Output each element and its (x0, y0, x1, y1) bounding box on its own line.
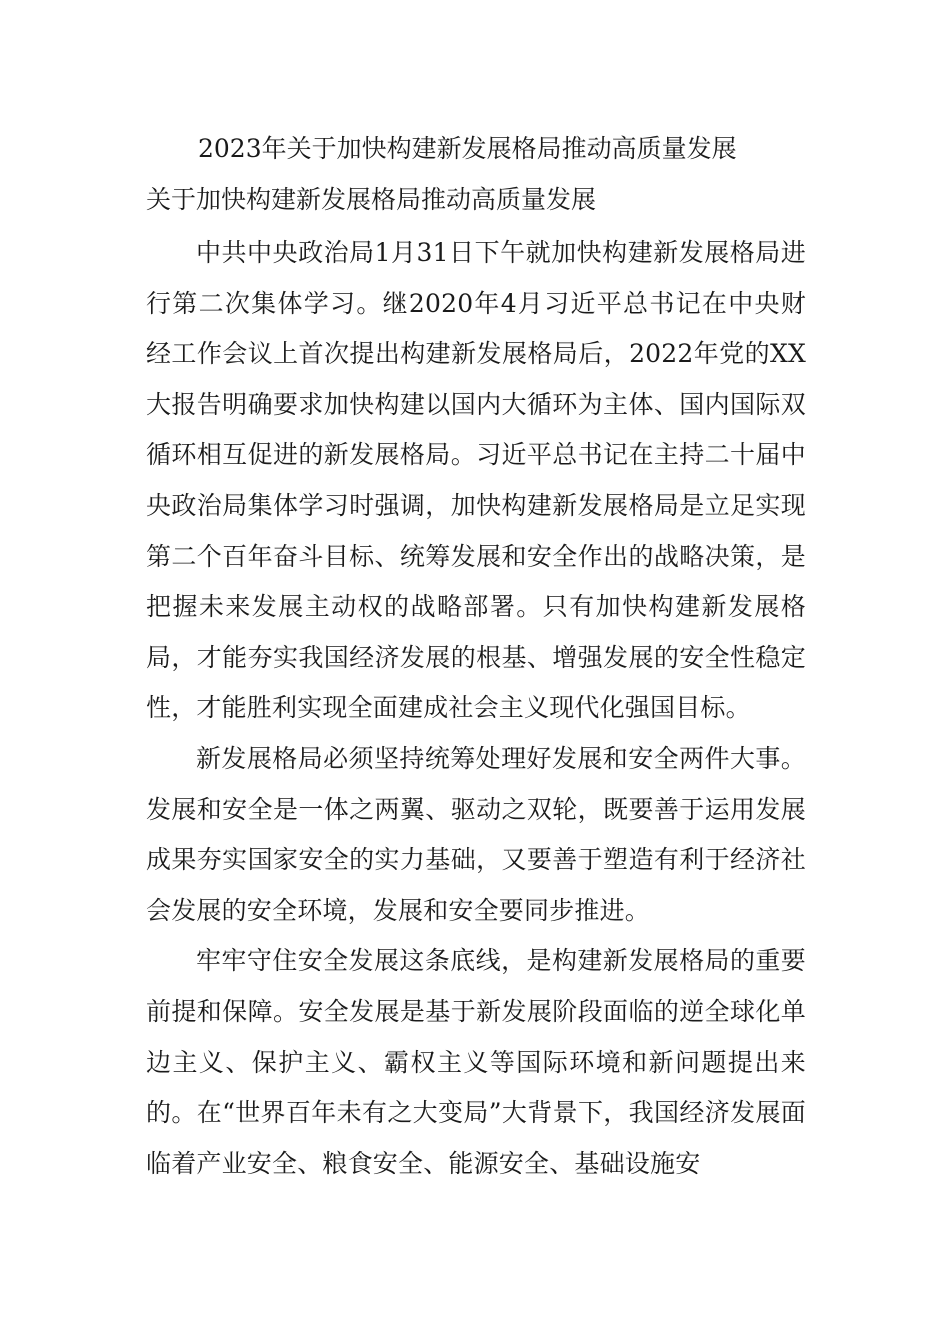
paragraph-2: 新发展格局必须坚持统筹处理好发展和安全两件大事。发展和安全是一体之两翼、驱动之双轮，既要善于运用发展成果夯实国家安全的实力基础，又要善于塑造有利于经济社会发展的安全环境，发展和安全要同步推进。 (146, 743, 806, 925)
document-body (146, 228, 806, 1189)
paragraph-3: 牢牢守住安全发展这条底线，是构建新发展格局的重要前提和保障。安全发展是基于新发展阶段面临的逆全球化单边主义、保护主义、霸权主义等国际环境和新问题提出来的。在“世界百年未有之大变局”大背景下，我国经济发展面临着产业安全、粮食安全、能源安全、基础设施安 (146, 946, 806, 1178)
paragraph-1: 中共中央政治局1月31日下午就加快构建新发展格局进行第二次集体学习。继2020年4月习近平总书记在中央财经工作会议上首次提出构建新发展格局后，2022年党的XX大报告明确要求加快构建以国内大循环为主体、国内国际双循环相互促进的新发展格局。习近平总书记在主持二十届中央政治局集体学习时强调，加快构建新发展格局是立足实现第二个百年奋斗目标、统筹发展和安全作出的战略决策，是把握未来发展主动权的战略部署。只有加快构建新发展格局，才能夯实我国经济发展的根基、增强发展的安全性稳定性，才能胜利实现全面建成社会主义现代化强国目标。 (146, 238, 806, 723)
document-subtitle: 关于加快构建新发展格局推动高质量发展 (146, 185, 597, 214)
document-title: 2023年关于加快构建新发展格局推动高质量发展 (198, 134, 737, 163)
